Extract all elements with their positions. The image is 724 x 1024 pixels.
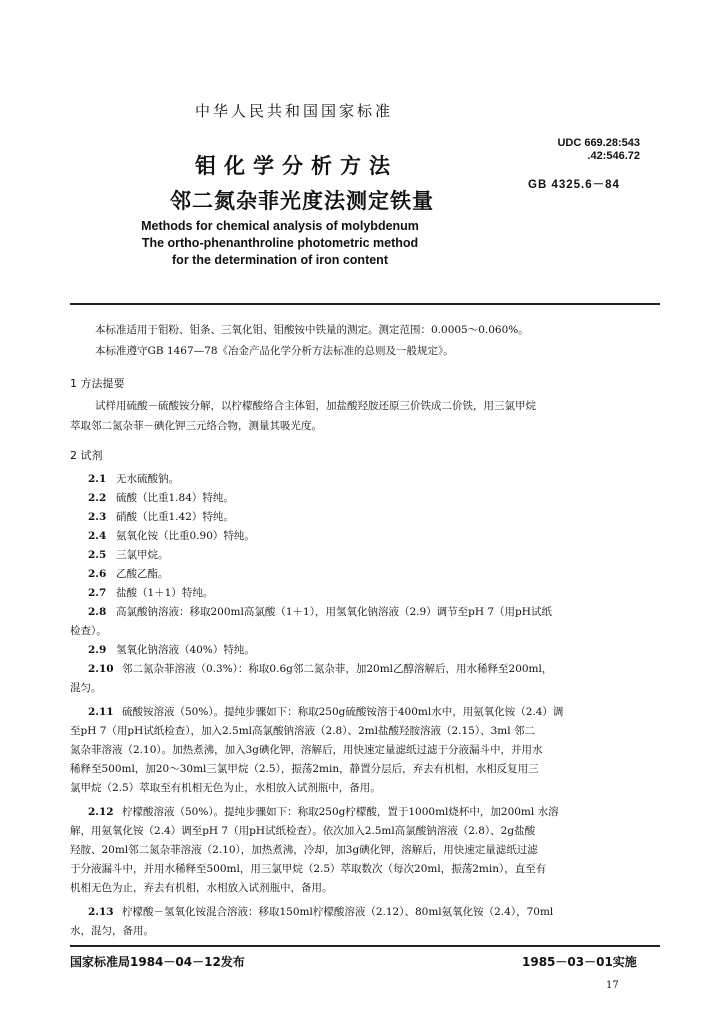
header-divider [70, 303, 660, 305]
reagent-item-2-11-line2: 至pH 7（用pH试纸检查），加入2.5ml高氯酸钠溶液（2.8）、2ml盐酸羟胺溶液（2.15）、3ml 邻二 [70, 725, 535, 737]
national-standard-heading: 中华人民共和国国家标准 [195, 102, 394, 120]
item-number: 2.2 [88, 492, 107, 504]
item-text: 盐酸（1＋1）特纯。 [116, 587, 214, 599]
item-number: 2.9 [88, 644, 107, 656]
item-text-line1: 柠檬酸－氢氧化铵混合溶液：移取150ml柠檬酸溶液（2.12）、80ml氨氧化铵（2.4），70ml [122, 906, 554, 918]
reagent-item-2-8-cont: 检查）。 [70, 625, 107, 637]
section-1-line2: 萃取邻二氮杂菲－碘化钾三元络合物，测量其吸光度。 [70, 420, 322, 432]
reagent-item-2-11-line3: 氮杂菲溶液（2.10）。加热煮沸，加入3g碘化钾，溶解后，用快速定量滤纸过滤于分液漏斗中，并用水 [70, 744, 543, 756]
reagent-item [88, 527, 668, 546]
item-number: 2.7 [88, 587, 107, 599]
udc-code [528, 137, 640, 163]
title-en-line2: The ortho-phenanthroline photometric method [141, 236, 419, 250]
item-number: 2.8 [88, 606, 107, 618]
footer-divider [70, 945, 660, 947]
reagent-item-2-11-line5: 氯甲烷（2.5）萃取至有机相无色为止，水相放入试剂瓶中，备用。 [70, 782, 381, 794]
item-text: 硝酸（比重1.42）特纯。 [116, 511, 234, 523]
reagent-item-2-12-line4: 于分液漏斗中，并用水稀释至500ml，用三氯甲烷（2.5）萃取数次（每次20ml，振荡2min），直至有 [70, 863, 547, 875]
issued-date: 国家标准局1984－04－12发布 [70, 955, 245, 969]
section-1-line1: 试样用硫酸－硫酸铵分解，以柠檬酸络合主体钼，加盐酸羟胺还原三价铁成二价铁，用三氯甲烷 [95, 400, 536, 412]
section-1-heading: 1 方法提要 [70, 377, 125, 390]
reagent-item-2-8 [88, 603, 663, 622]
intro-paragraph-1: 本标准适用于钼粉、钼条、三氧化钼、钼酸铵中铁量的测定。测定范围：0.0005～0.060%。 [95, 324, 529, 336]
reagent-item [88, 470, 668, 489]
item-number: 2.12 [88, 806, 114, 818]
reagent-item-2-11-line4: 稀释至500ml，加20～30ml三氯甲烷（2.5），振荡2min，静置分层后，弃去有机相，水相反复用三 [70, 763, 539, 775]
reagent-item [88, 546, 668, 565]
section-2-heading: 2 试剂 [70, 449, 103, 462]
page-number: 17 [606, 980, 619, 991]
reagent-item-2-12-line2: 解，用氨氧化铵（2.4）调至pH 7（用pH试纸检查）。依次加入2.5ml高氯酸钠溶液（2.8）、2g盐酸 [70, 825, 536, 837]
item-text-line1: 柠檬酸溶液（50%）。提纯步骤如下：称取250g柠檬酸，置于1000ml烧杯中，加200ml 水溶 [122, 806, 559, 818]
reagent-item [88, 489, 668, 508]
item-text: 氢氧化钠溶液（40%）特纯。 [116, 644, 255, 656]
reagent-item-2-9 [88, 641, 668, 660]
item-number: 2.5 [88, 549, 107, 561]
udc-line2: .42:546.72 [587, 150, 640, 162]
reagent-item-2-10-cont: 混匀。 [70, 682, 102, 694]
item-text-line1: 高氯酸钠溶液：移取200ml高氯酸（1＋1），用氢氧化钠溶液（2.9）调节至pH 7（用pH试纸 [116, 606, 552, 618]
reagent-item-2-12 [88, 803, 663, 822]
reagent-item-2-10 [88, 660, 663, 679]
effective-date: 1985－03－01实施 [522, 955, 637, 969]
item-text-line1: 硫酸铵溶液（50%）。提纯步骤如下：称取250g硫酸铵溶于400ml水中，用氨氧化铵（2.4）调 [122, 706, 564, 718]
item-text: 硫酸（比重1.84）特纯。 [116, 492, 234, 504]
reagent-item-2-11 [88, 703, 663, 722]
title-cn-line1: 钼化学分析方法 [195, 154, 398, 178]
item-number: 2.6 [88, 568, 107, 580]
udc-line1: UDC 669.28:543 [557, 137, 640, 149]
title-en-line3: for the determination of iron content [172, 253, 388, 267]
item-text: 无水硫酸钠。 [116, 473, 179, 485]
title-en-line1: Methods for chemical analysis of molybdenum [141, 219, 419, 233]
item-number: 2.11 [88, 706, 114, 718]
reagent-item-2-13-cont: 水，混匀，备用。 [70, 925, 154, 937]
title-en-block [90, 218, 470, 269]
intro-paragraph-2: 本标准遵守GB 1467—78《冶金产品化学分析方法标准的总则及一般规定》。 [95, 345, 454, 357]
gb-code: GB 4325.6－84 [528, 179, 620, 191]
title-cn-line2: 邻二氮杂菲光度法测定铁量 [170, 189, 434, 213]
reagent-item-2-12-line5: 机相无色为止，弃去有机相，水相放入试剂瓶中，备用。 [70, 882, 333, 894]
item-number: 2.10 [88, 663, 114, 675]
reagent-item [88, 508, 668, 527]
item-number: 2.1 [88, 473, 107, 485]
item-number: 2.3 [88, 511, 107, 523]
item-text-line1: 邻二氮杂菲溶液（0.3%）：称取0.6g邻二氮杂菲，加20ml乙醇溶解后，用水稀释至200ml， [122, 663, 553, 675]
item-text: 乙酸乙酯。 [116, 568, 169, 580]
reagent-item [88, 584, 668, 603]
reagent-item [88, 565, 668, 584]
item-text: 氨氧化铵（比重0.90）特纯。 [116, 530, 255, 542]
reagent-item-2-13 [88, 903, 663, 922]
item-number: 2.13 [88, 906, 114, 918]
item-text: 三氯甲烷。 [116, 549, 169, 561]
reagent-item-2-12-line3: 羟胺、20ml邻二氮杂菲溶液（2.10），加热煮沸，冷却，加3g碘化钾，溶解后，用快速定量滤纸过滤 [70, 844, 538, 856]
item-number: 2.4 [88, 530, 107, 542]
